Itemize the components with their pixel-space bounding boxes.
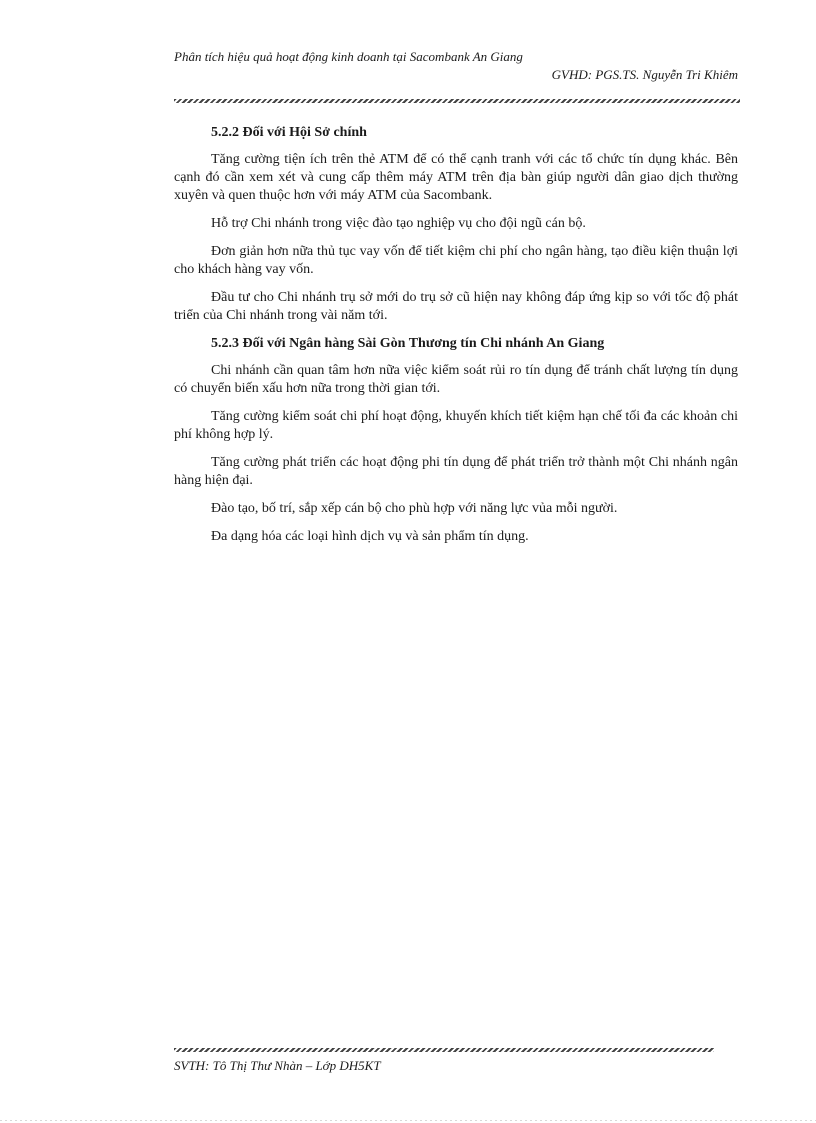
page-content: [174, 124, 738, 556]
header-advisor: GVHD: PGS.TS. Nguyễn Tri Khiêm: [551, 67, 738, 82]
footer-divider: [174, 1048, 714, 1052]
footer-student-info: SVTH: Tô Thị Thư Nhàn – Lớp DH5KT: [174, 1058, 381, 1073]
paragraph: Đơn giản hơn nữa thủ tục vay vốn để tiết kiệm chi phí cho ngân hàng, tạo điều kiện thuận lợi cho khách hàng vay vốn.: [174, 244, 738, 277]
paragraph: Đào tạo, bố trí, sắp xếp cán bộ cho phù hợp với năng lực vủa mỗi người.: [211, 501, 618, 516]
paragraph: Tăng cường kiểm soát chi phí hoạt động, khuyến khích tiết kiệm hạn chế tối đa các khoản chi phí không hợp lý.: [174, 409, 738, 442]
paragraph: Đầu tư cho Chi nhánh trụ sở mới do trụ sở cũ hiện nay không đáp ứng kịp so với tốc độ phát triển của Chi nhánh trong vài năm tới.: [174, 290, 738, 323]
header-divider: [174, 99, 740, 103]
paragraph: Tăng cường phát triển các hoạt động phi tín dụng để phát triển trở thành một Chi nhánh ngân hàng hiện đại.: [174, 455, 738, 488]
header-title: Phân tích hiệu quả hoạt động kinh doanh tại Sacombank An Giang: [174, 49, 523, 64]
paragraph: Tăng cường tiện ích trên thẻ ATM để có thể cạnh tranh với các tổ chức tín dụng khác. Bên cạnh đó cần xem xét và cung cấp thêm máy ATM trên địa bàn giúp người dân giao dịch thường xuyên và quen thuộc hơn với máy ATM của Sacombank.: [174, 152, 738, 203]
paragraph: Chi nhánh cần quan tâm hơn nữa việc kiểm soát rủi ro tín dụng để tránh chất lượng tín dụng có chuyển biến xấu hơn nữa trong thời gian tới.: [174, 363, 738, 396]
section-heading-5-2-2: 5.2.2 Đối với Hội Sở chính: [211, 125, 367, 140]
paragraph: Hỗ trợ Chi nhánh trong việc đào tạo nghiệp vụ cho đội ngũ cán bộ.: [211, 216, 586, 231]
page-edge-divider: [0, 1120, 816, 1121]
section-heading-5-2-3: 5.2.3 Đối với Ngân hàng Sài Gòn Thương tín Chi nhánh An Giang: [211, 336, 605, 351]
paragraph: Đa dạng hóa các loại hình dịch vụ và sản phẩm tín dụng.: [211, 529, 529, 544]
